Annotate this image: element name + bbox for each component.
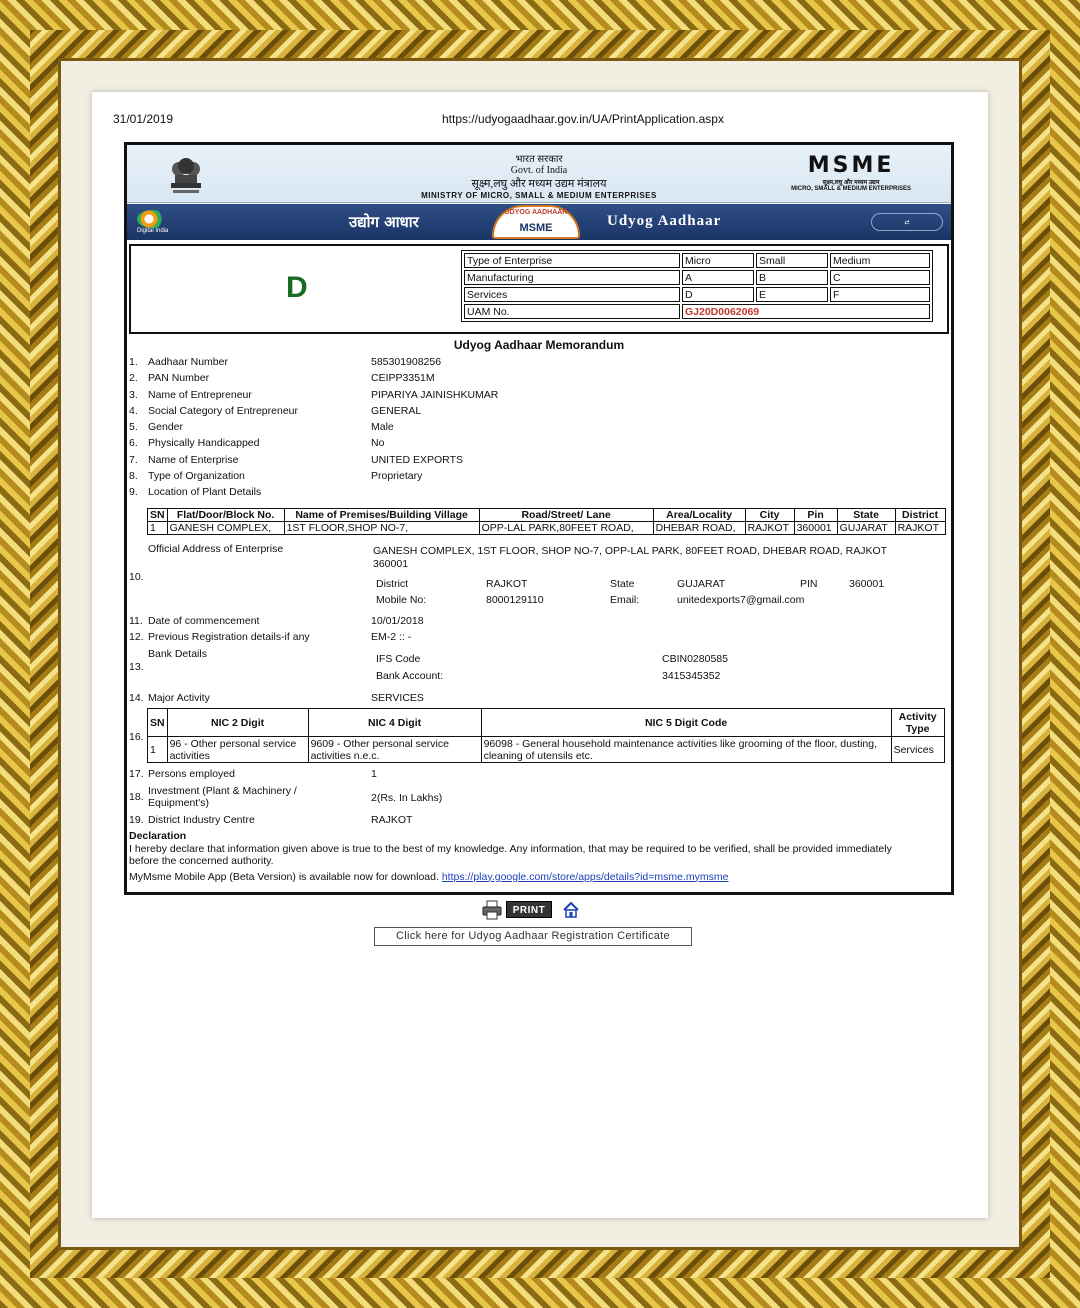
table-cell: Small [756,253,828,268]
seal-bottom-text: MSME [519,222,553,234]
official-address-line2: 360001 [373,558,409,570]
field-number: 10. [129,571,144,583]
table-header: NIC 5 Digit Code [481,709,891,737]
field-row [127,437,951,453]
field-number: 17. [129,768,144,780]
field-number: 9. [129,486,138,499]
field-row [127,486,951,502]
field-number: 12. [129,631,144,643]
table-header: NIC 2 Digit [167,709,308,737]
table-cell: Type of Enterprise [464,253,680,268]
table-row [464,253,930,268]
table-header: NIC 4 Digit [308,709,481,737]
table-cell: Manufacturing [464,270,680,285]
pin-label: PIN [800,578,818,590]
enterprise-type-table [461,250,933,322]
nic4-line: activities n.e.c. [310,749,380,762]
ifs-value: CBIN0280585 [662,653,728,665]
table-cell [481,737,891,763]
field-label: Persons employed [148,768,235,780]
field-label: Date of commencement [148,615,260,627]
ifs-label: IFS Code [376,653,421,665]
print-date: 31/01/2019 [113,112,174,126]
field-row [127,768,947,784]
nic2-line: 96 - Other personal service [169,737,297,750]
field-number: 14. [129,692,144,704]
ministry-header [127,145,951,203]
field-number: 13. [129,661,144,673]
field-number: 19. [129,814,144,826]
table-header: Activity Type [891,709,944,737]
nic4-line: 9609 - Other personal service [310,737,449,750]
field-row [127,692,947,708]
msme-logo-hindi: सूक्ष्म,लघु और मध्यम उद्यम [822,180,880,186]
registration-certificate-button[interactable]: Click here for Udyog Aadhaar Registration Certificate [374,927,692,946]
table-cell: C [830,270,930,285]
field-value: Proprietary [371,470,423,483]
msme-logo-sub: MICRO, SMALL & MEDIUM ENTERPRISES [791,186,911,192]
table-cell: RAJKOT [745,522,794,535]
field-label: Type of Organization [148,470,245,483]
field-label: Name of Entrepreneur [148,388,252,401]
declaration [129,830,944,883]
field-row [127,421,951,437]
field-value: RAJKOT [371,814,413,826]
header-hindi-ministry: सूक्ष्म,लघु और मध्यम उद्यम मंत्रालय [471,178,607,190]
bank-account-label: Bank Account: [376,670,444,682]
banner-english: Udyog Aadhaar [607,213,722,229]
table-row [148,522,946,535]
print-url: https://udyogaadhaar.gov.in/UA/PrintApplication.aspx [442,112,724,126]
official-address-line1: GANESH COMPLEX, 1ST FLOOR, SHOP NO-7, OPP-LAL PARK, 80FEET ROAD, DHEBAR ROAD, RAJKOT [373,545,888,557]
table-cell: Medium [830,253,930,268]
nic5-line: cleaning of utensils etc. [483,749,593,762]
table-cell [308,737,481,763]
mobile-label: Mobile No: [376,594,427,606]
field-number: 2. [129,372,138,385]
field-label: Physically Handicapped [148,437,260,450]
table-cell: E [756,287,828,302]
table-header: State [837,509,895,522]
bank-account-value: 3415345352 [662,670,721,682]
memo-fields [127,356,951,503]
field-label: Gender [148,421,184,434]
table-row [148,737,945,763]
field-row [127,814,947,830]
table-row [464,304,930,319]
header-ministry: MINISTRY OF MICRO, SMALL & MEDIUM ENTERPRISES [421,191,657,200]
table-cell: D [682,287,754,302]
field-row [127,631,947,647]
field-value: PIPARIYA JAINISHKUMAR [371,388,499,401]
field-value: Male [371,421,394,434]
uam-label: UAM No. [464,304,680,319]
field-number: 16. [129,731,144,743]
declaration-text: I hereby declare that information given above is true to the best of my knowledge. Any information, that may be required to be verified, shall be provided immediately [129,842,892,855]
mobile-value: 8000129110 [486,594,544,606]
field-row [127,454,951,470]
field-number: 7. [129,453,138,466]
table-cell: 1 [148,522,168,535]
field-value: CEIPP3351M [371,372,435,385]
mobile-app-link[interactable]: https://play.google.com/store/apps/details?id=msme.mymsme [441,870,729,883]
state-label: State [610,578,635,590]
msme-logo [791,153,911,192]
field-label: Aadhaar Number [148,356,228,368]
field-label: Social Category of Entrepreneur [148,404,298,417]
table-header: Area/Locality [653,509,745,522]
home-icon[interactable] [562,901,580,919]
field-label: Name of Enterprise [148,453,239,466]
field-label: PAN Number [148,372,210,385]
table-row [148,509,946,522]
district-label: District [376,578,409,590]
table-row [464,287,930,302]
table-header: Pin [794,509,837,522]
table-cell: GANESH COMPLEX, [167,522,284,535]
field-number: 8. [129,470,138,483]
header-govt-india: Govt. of India [510,165,568,176]
table-cell: GUJARAT [837,522,895,535]
field-value: No [371,437,385,450]
table-cell: 360001 [794,522,837,535]
table-header: SN [148,509,168,522]
field-number: 4. [129,404,138,417]
table-cell: F [830,287,930,302]
table-cell: RAJKOT [895,522,945,535]
state-value: GUJARAT [677,578,726,590]
declaration-text: before the concerned authority. [129,855,274,867]
table-header: District [895,509,945,522]
field-label: Investment (Plant & Machinery / [148,785,297,797]
seal-top-text: UDYOG AADHAAR [504,209,568,216]
nic-table [147,708,945,763]
field-number: 6. [129,437,138,450]
pin-value: 360001 [849,578,885,590]
table-row [148,709,945,737]
field-row [127,615,947,631]
uam-number: GJ20D0062069 [682,304,930,319]
enterprise-category: D [286,271,308,304]
field-value: 1 [371,768,377,780]
field-value: 10/01/2018 [371,615,424,627]
gov-badge-icon: ⇄ [871,213,943,231]
table-cell: DHEBAR ROAD, [653,522,745,535]
table-cell: A [682,270,754,285]
table-cell [167,737,308,763]
field-number: 18. [129,791,144,803]
banner-hindi: उद्योग आधार [349,213,419,231]
plant-location-table [147,508,946,535]
nic5-line: 96098 - General household maintenance activities like grooming of the floor, dusting, [483,737,878,750]
field-row [127,356,951,372]
field-row [127,470,951,486]
field-label: Previous Registration details-if any [148,631,310,643]
table-cell: Services [891,737,944,763]
mobile-app-text: MyMsme Mobile App (Beta Version) is available now for download. [129,870,439,883]
email-label: Email: [610,594,640,606]
field-value: GENERAL [371,404,422,417]
bank-label: Bank Details [148,648,207,660]
field-value: 2(Rs. In Lakhs) [371,792,443,804]
memo-title: Udyog Aadhaar Memorandum [453,338,625,352]
field-row [127,389,951,405]
declaration-title: Declaration [129,830,187,842]
udyog-aadhaar-seal-icon [492,205,580,239]
nic-table-wrap [147,708,945,763]
printed-page [92,92,988,1218]
enterprise-type-box [129,244,949,334]
msme-logo-text: MSME [807,153,895,178]
table-header: Road/Street/ Lane [479,509,653,522]
email-value: unitedexports7@gmail.com [677,594,805,606]
header-hindi-1: भारत सरकार [515,154,563,165]
digital-india-text: Digital India [137,228,169,234]
district-value: RAJKOT [486,578,528,590]
printer-icon[interactable] [482,900,502,920]
action-bar [92,898,988,924]
print-button[interactable]: PRINT [506,901,552,918]
table-header: Name of Premises/Building Village [284,509,479,522]
field-value: SERVICES [371,692,424,704]
field-label: Major Activity [148,692,210,704]
field-number: 11. [129,615,143,627]
udyog-aadhaar-document [124,142,954,895]
field-value: EM-2 :: - [371,631,412,643]
field-label: District Industry Centre [148,814,255,826]
field-row [127,405,951,421]
field-label: Equipment's) [148,797,209,809]
official-address-label: Official Address of Enterprise [148,543,284,555]
table-row [464,270,930,285]
plant-location-table-wrap [147,508,946,535]
udyog-aadhaar-banner [127,204,951,240]
field-value: UNITED EXPORTS [371,453,463,466]
field-number: 1. [129,356,138,368]
nic2-line: activities [169,749,210,762]
field-row [127,372,951,388]
digital-india-logo [137,210,168,234]
field-number: 5. [129,421,138,434]
table-cell: Services [464,287,680,302]
table-header: SN [148,709,168,737]
field-row [127,785,947,813]
table-cell: 1 [148,737,168,763]
digital-india-icon [137,210,167,228]
table-header: Flat/Door/Block No. [167,509,284,522]
table-cell: 1ST FLOOR,SHOP NO-7, [284,522,479,535]
table-cell: OPP-LAL PARK,80FEET ROAD, [479,522,653,535]
table-cell: Micro [682,253,754,268]
table-cell: B [756,270,828,285]
field-label: Location of Plant Details [148,486,262,499]
mobile-app-line [129,871,944,884]
field-value: 585301908256 [371,356,442,368]
table-header: City [745,509,794,522]
field-number: 3. [129,388,138,401]
